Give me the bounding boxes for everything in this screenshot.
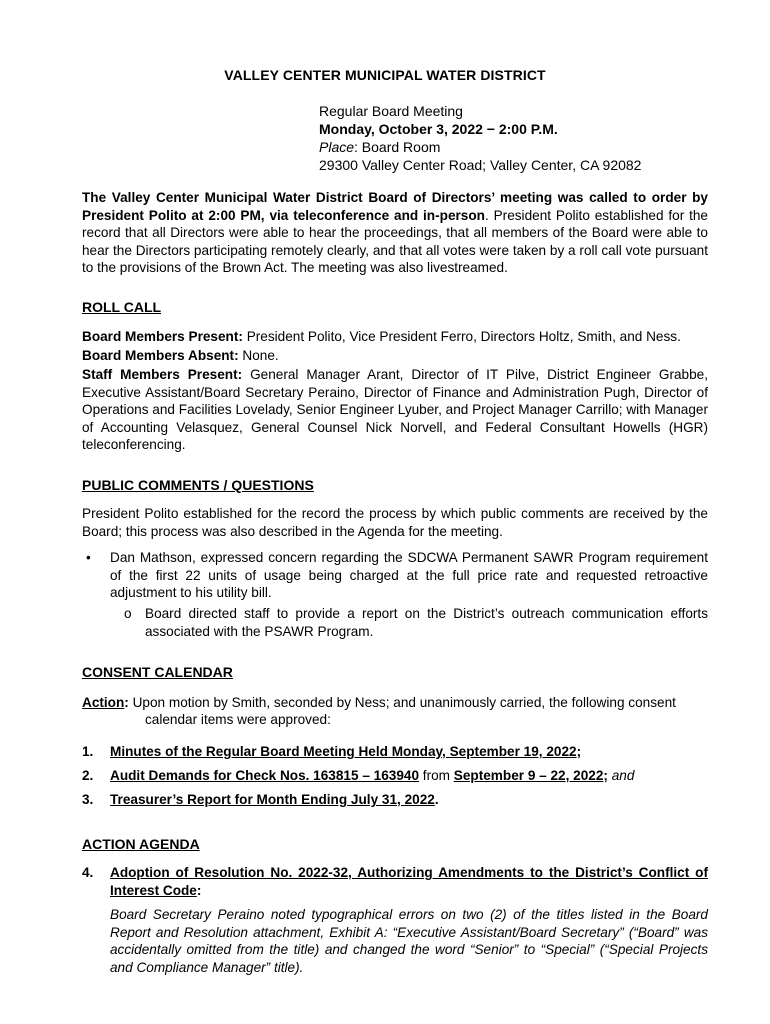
action-agenda-heading: ACTION AGENDA — [82, 836, 200, 852]
roll-call-heading: ROLL CALL — [82, 299, 162, 315]
agenda-item-number: 4. — [82, 865, 94, 880]
intro-paragraph — [82, 189, 708, 277]
consent-items — [82, 743, 712, 815]
place-value: : Board Room — [354, 139, 441, 155]
item-title: Treasurer’s Report for Month Ending July 31, 2022 — [110, 792, 435, 807]
action-label: Action — [82, 695, 125, 710]
public-comments-heading: PUBLIC COMMENTS / QUESTIONS — [82, 477, 314, 493]
meeting-address: 29300 Valley Center Road; Valley Center, CA 92082 — [319, 157, 642, 173]
present-label: Board Members Present: — [82, 329, 243, 344]
item-title: Minutes of the Regular Board Meeting Held Monday, September 19, 2022 — [110, 744, 577, 759]
consent-heading: CONSENT CALENDAR — [82, 664, 233, 680]
bullet-marker: • — [86, 550, 91, 565]
place-label: Place — [319, 139, 355, 155]
item-number: 1. — [82, 744, 94, 759]
meeting-info — [319, 102, 719, 174]
page-title: VALLEY CENTER MUNICIPAL WATER DISTRICT — [224, 67, 546, 83]
action-line-1: Upon motion by Smith, seconded by Ness; and unanimously carried, the following consent — [132, 695, 676, 710]
consent-item: 1. Minutes of the Regular Board Meeting Held Monday, September 19, 2022; — [82, 744, 582, 759]
absent-label: Board Members Absent: — [82, 348, 239, 363]
public-comment-item: Dan Mathson, expressed concern regarding the SDCWA Permanent SAWR Program requirement of the first 22 units of usage being charged at the full price rate and requested retroactive adjustment to his utility bill. — [110, 550, 708, 600]
staff-label: Staff Members Present: — [82, 367, 243, 382]
board-present — [82, 328, 708, 346]
meeting-date: Monday, October 3, 2022 − 2:00 P.M. — [319, 121, 558, 137]
intro-bold: The Valley Center Municipal Water District Board of Directors’ meeting was called to order by President Polito at 2:00 PM, via teleconference and in-person — [82, 190, 708, 223]
intro-rest: . President Polito established for the record that all Directors were able to hear the proceedings, that all members of the Board were able to hear the Directors participating remotely clearly, and that all votes were taken by a roll call vote pursuant to the provisions of the Brown Act. The meeting was also livestreamed. — [82, 207, 708, 275]
consent-action: Action: Upon motion by Smith, seconded by Ness; and unanimously carried, the following consent — [82, 695, 676, 710]
staff-present — [82, 366, 708, 454]
meeting-place — [319, 138, 719, 156]
item-dates: September 9 – 22, 2022 — [453, 768, 604, 783]
absent-value: None. — [238, 348, 279, 363]
agenda-item-title: Adoption of Resolution No. 2022-32, Authorizing Amendments to the District’s Conflict of Interest Code: — [110, 865, 708, 898]
present-value: President Polito, Vice President Ferro, Directors Holtz, Smith, and Ness. — [242, 329, 681, 344]
public-comments-intro: President Polito established for the record the process by which public comments are received by the Board; this process was also described in the Agenda for the meeting. — [82, 506, 708, 539]
meeting-type: Regular Board Meeting — [319, 103, 463, 119]
agenda-item-body: Board Secretary Peraino noted typographical errors on two (2) of the titles listed in the Board Report and Resolution attachment, Exhibit A: “Executive Assistant/Board Secretary” (“Board” was accidentally omitted from the title) and changed the word “Senior” to “Special” (“Special Projects and Compliance Manager” title). — [110, 907, 708, 975]
consent-item: 3. Treasurer’s Report for Month Ending July 31, 2022. — [82, 792, 439, 807]
staff-value: General Manager Arant, Director of IT Pilve, District Engineer Grabbe, Executive Assistant/Board Secretary Peraino, Director of Finance and Administration Pugh, Director of Operations and Facilities Lovelady, Senior Engineer Lyuber, and Project Manager Carrillo; with Manager of Accounting Velasquez, General Counsel Nick Norvell, and Federal Consultant Howells (HGR) teleconferencing. — [82, 367, 708, 452]
item-number: 3. — [82, 792, 94, 807]
item-number: 2. — [82, 768, 94, 783]
board-absent — [82, 347, 708, 365]
item-title: Audit Demands for Check Nos. 163815 – 163940 — [110, 768, 420, 783]
public-comment-subitem: Board directed staff to provide a report on the District’s outreach communication efforts associated with the PSAWR Program. — [145, 606, 708, 639]
consent-item: 2. Audit Demands for Check Nos. 163815 – 163940 from September 9 – 22, 2022; and — [82, 768, 635, 783]
sub-bullet-marker: o — [124, 606, 132, 621]
action-line-2: calendar items were approved: — [145, 712, 331, 727]
